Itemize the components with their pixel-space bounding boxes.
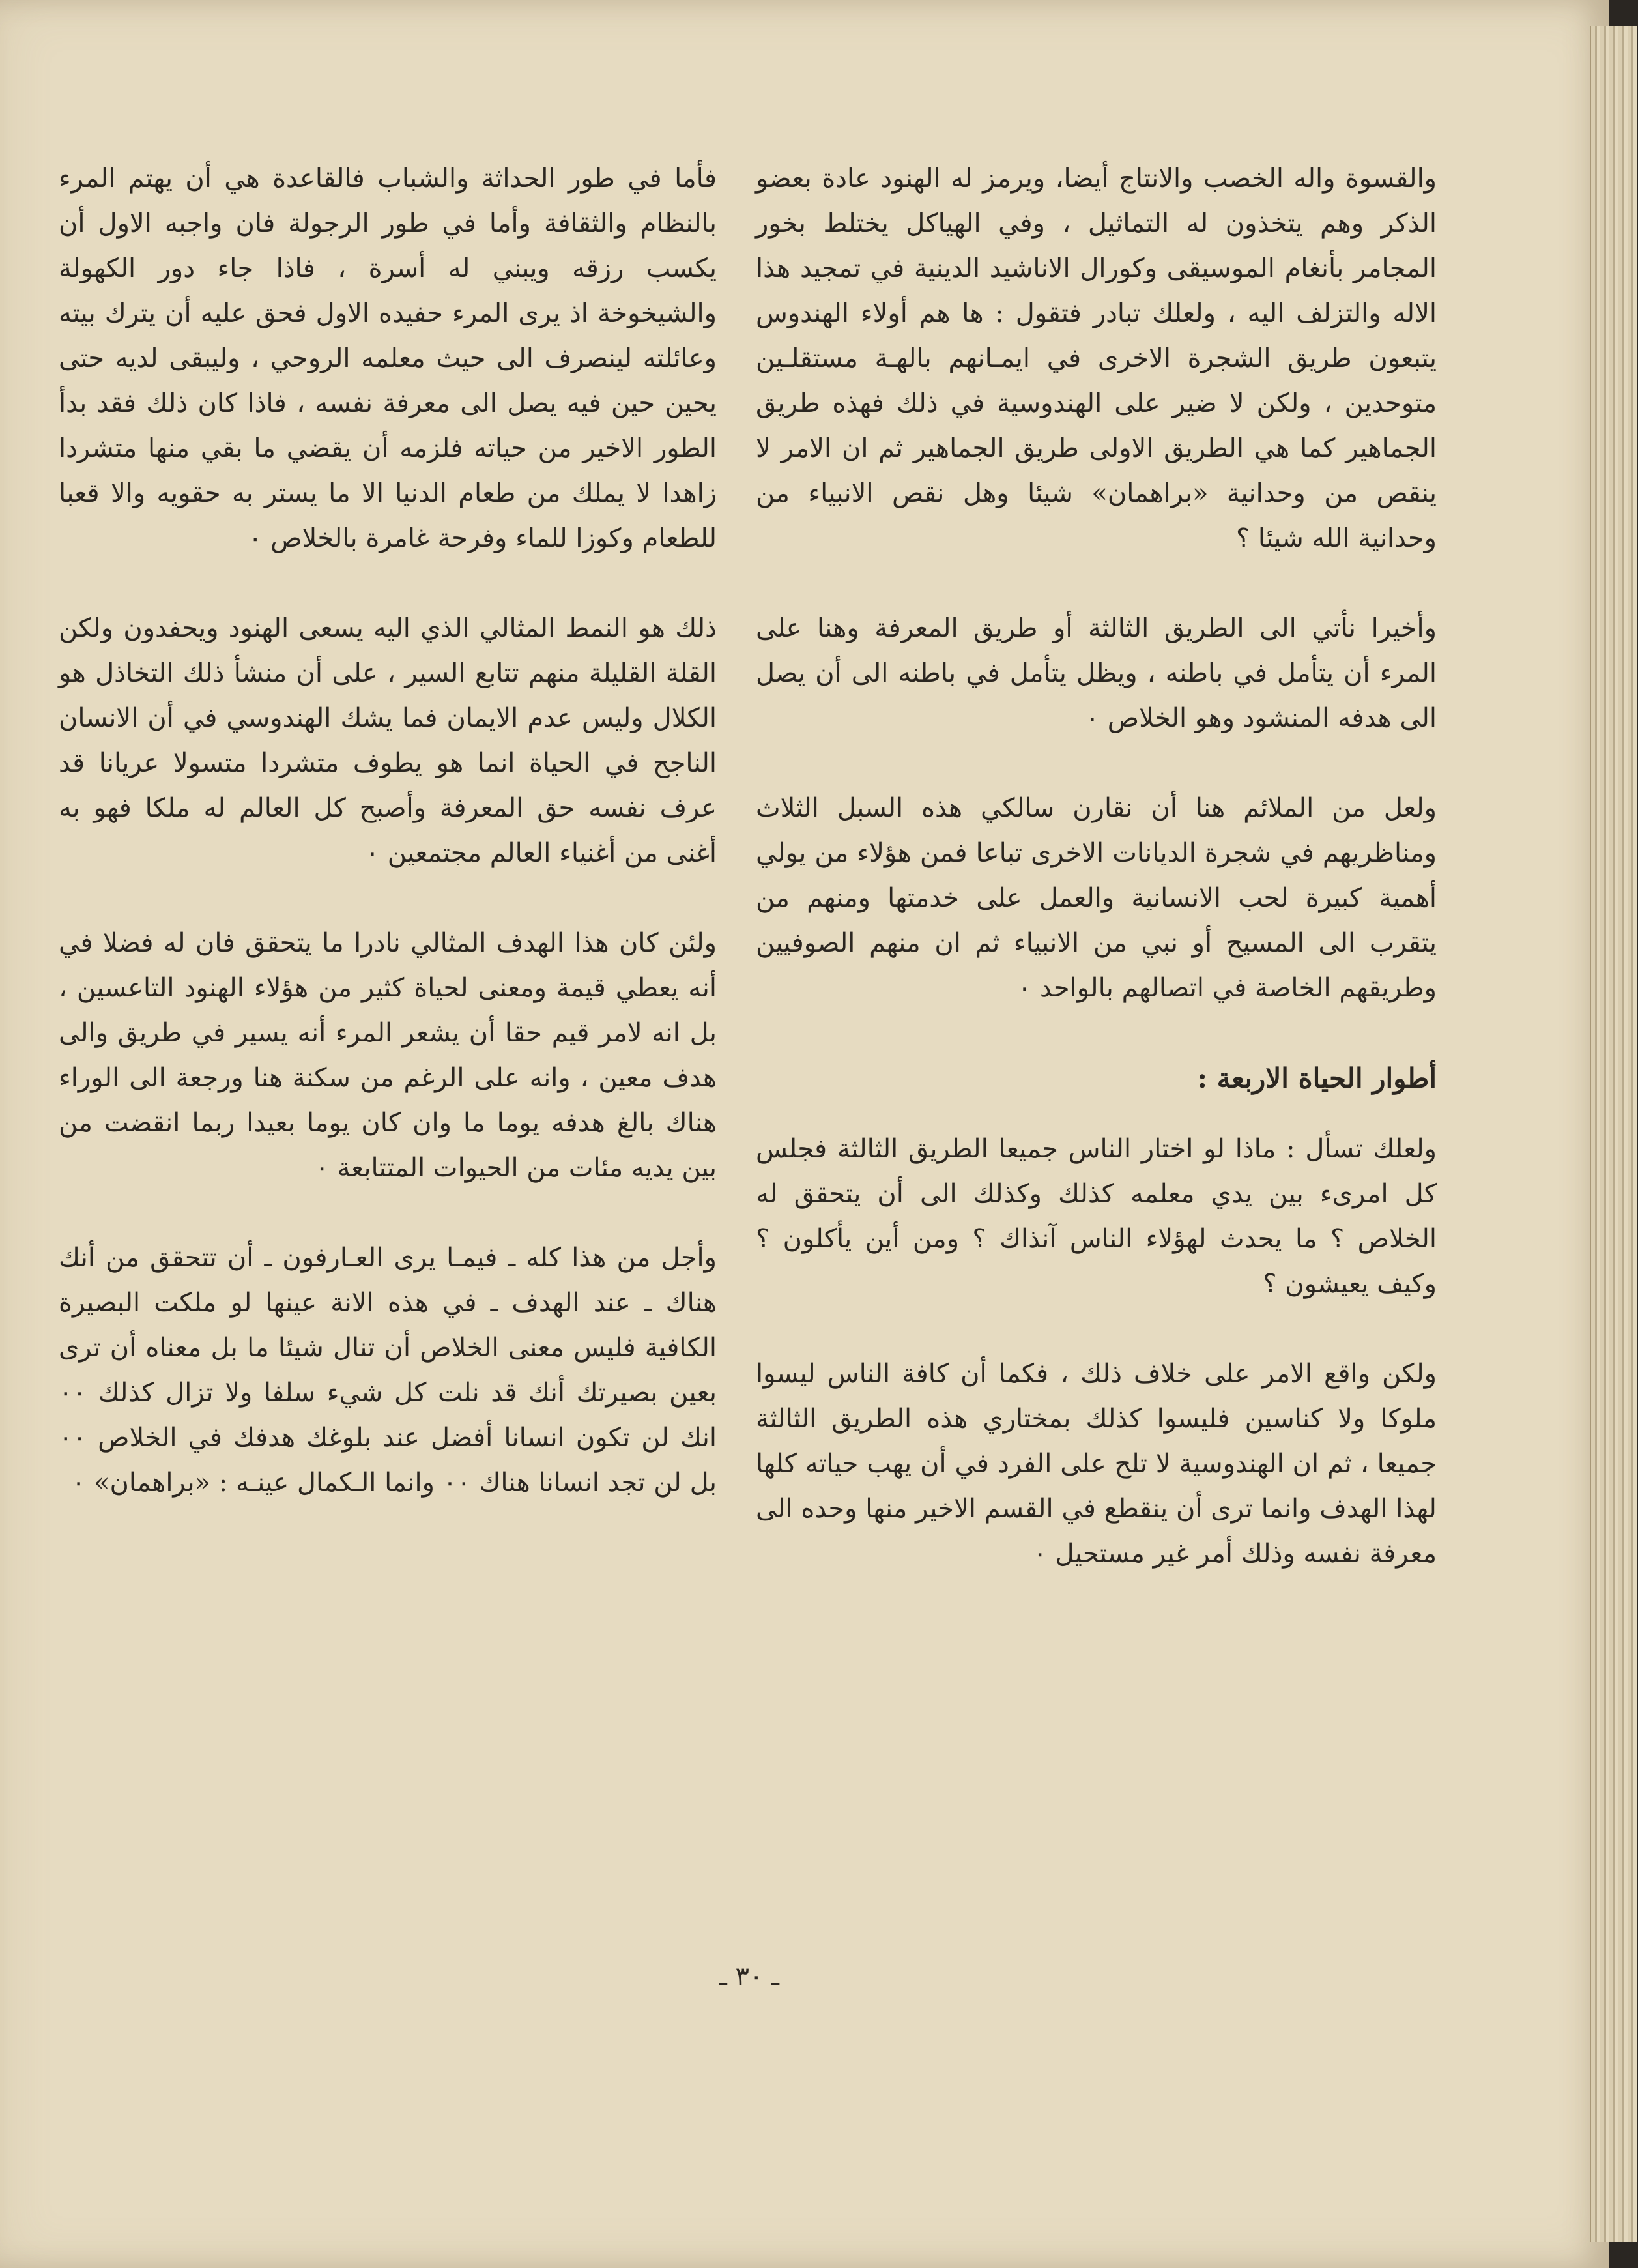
section-heading: أطوار الحياة الاربعة :	[1197, 1062, 1437, 1094]
paragraph: ذلك هو النمط المثالي الذي اليه يسعى الهنود ويحفدون ولكن القلة القليلة منهم تتابع السير ، على أن منشأ ذلك التخاذل هو الكلال وليس عدم الايمان فما يشك الهندوسي في أن الانسان الناجح في الحياة انما هو يطوف متشردا متسولا عريانا قد عرف نفسه حق المعرفة وأصبح كل العالم له ملكا فهو به أغنى من أغنياء العالم مجتمعين ٠	[59, 613, 717, 868]
page-number: ـ ٣٠ ـ	[719, 1962, 779, 1992]
paragraph: ولعل من الملائم هنا أن نقارن سالكي هذه السبل الثلاث ومناظريهم في شجرة الديانات الاخرى تباعا فمن هؤلاء من يولي أهمية كبيرة لحب الانسانية والعمل على خدمتها ومنهم من يتقرب الى المسيح أو نبي من الانبياء ثم ان منهم الصوفيين وطريقهم الخاصة في اتصالهم بالواحد ٠	[756, 793, 1437, 1003]
paragraph: وأجل من هذا كله ـ فيمـا يرى العـارفون ـ أن تتحقق من أنك هناك ـ عند الهدف ـ في هذه الانة عينها لو ملكت البصيرة الكافية فليس معنى الخلاص أن تنال شيئا ما بل معناه أن ترى بعين بصيرتك أنك قد نلت كل شيء سلفا ولا تزال كذلك ٠٠ انك لن تكون انسانا أفضل عند بلوغك هدفك في الخلاص ٠٠ بل لن تجد انسانا هناك ٠٠ وانما الـكمال عينـه : «براهمان» ٠	[59, 1243, 717, 1498]
paragraph: وأخيرا نأتي الى الطريق الثالثة أو طريق المعرفة وهنا على المرء أن يتأمل في باطنه ، ويظل يتأمل في باطنه الى أن يصل الى هدفه المنشود وهو الخلاص ٠	[756, 613, 1437, 733]
paragraph: ولئن كان هذا الهدف المثالي نادرا ما يتحقق فان له فضلا في أنه يعطي قيمة ومعنى لحياة كثير من هؤلاء الهنود التاعسين ، بل انه لامر قيم حقا أن يشعر المرء أنه يسير في طريق والى هدف معين ، وانه على الرغم من سكنة هنا ورجعة الى الوراء هناك بالغ هدفه يوما ما وان كان يوما بعيدا ربما انقضت من بين يديه مئات من الحيوات المتتابعة ٠	[59, 928, 717, 1183]
paragraph: فأما في طور الحداثة والشباب فالقاعدة هي أن يهتم المرء بالنظام والثقافة وأما في طور الرجولة فان واجبه الاول أن يكسب رزقه ويبني له أسرة ، فاذا جاء دور الكهولة والشيخوخة اذ يرى المرء حفيده الاول فحق عليه أن يترك بيته وعائلته لينصرف الى حيث معلمه الروحي ، وليبقى لديه حتى يحين حين فيه يصل الى معرفة نفسه ، فاذا كان ذلك فقد بدأ الطور الاخير من حياته فلزمه أن يقضي ما بقي منها متشردا زاهدا لا يملك من طعام الدنيا الا ما يستر به حقويه والا قعبا للطعام وكوزا للماء وفرحة غامرة بالخلاص ٠	[59, 164, 717, 553]
right-column	[756, 156, 1437, 1621]
page-edges	[1590, 26, 1637, 2242]
paragraph: ولعلك تسأل : ماذا لو اختار الناس جميعا الطريق الثالثة فجلس كل امرىء بين يدي معلمه كذلك وكذلك الى أن يتحقق له الخلاص ؟ ما يحدث لهؤلاء الناس آنذاك ؟ ومن أين يأكلون ؟ وكيف يعيشون ؟	[756, 1134, 1437, 1299]
left-column	[59, 156, 717, 1550]
paragraph: والقسوة واله الخصب والانتاج أيضا، ويرمز له الهنود عادة بعضو الذكر وهم يتخذون له التماثيل ، وفي الهياكل يختلط بخور المجامر بأنغام الموسيقى وكورال الاناشيد الدينية في تمجيد هذا الاله والتزلف اليه ، ولعلك تبادر فتقول : ها هم أولاء الهندوس يتبعون طريق الشجرة الاخرى في ايمـانهم بالهـة مستقلـين متوحدين ، ولكن لا ضير على الهندوسية في ذلك فهذه طريق الجماهير كما هي الطريق الاولى طريق الجماهير ثم ان الامر لا ينقص من وحدانية «براهمان» شيئا وهل نقص الانبياء من وحدانية الله شيئا ؟	[756, 164, 1437, 553]
paragraph: ولكن واقع الامر على خلاف ذلك ، فكما أن كافة الناس ليسوا ملوكا ولا كناسين فليسوا كذلك بمختاري هذه الطريق الثالثة جميعا ، ثم ان الهندوسية لا تلح على الفرد في أن يهب حياته كلها لهذا الهدف وانما ترى أن ينقطع في القسم الاخير منها وحده الى معرفة نفسه وذلك أمر غير مستحيل ٠	[756, 1359, 1437, 1569]
